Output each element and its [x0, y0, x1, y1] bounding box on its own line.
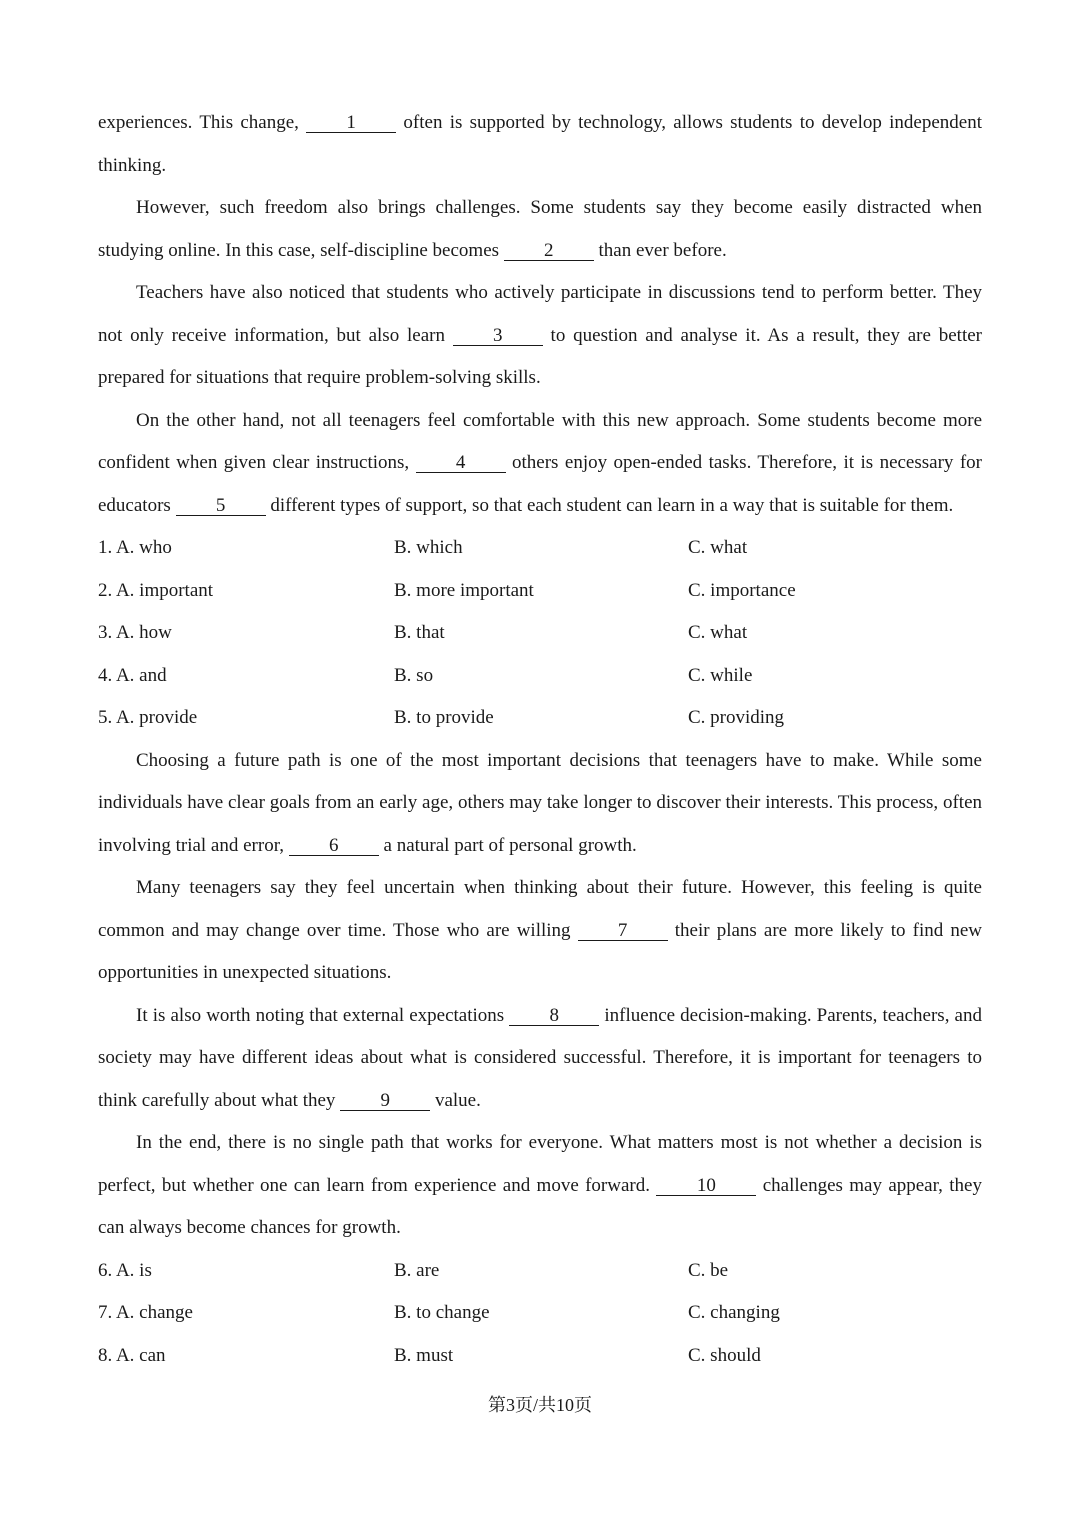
paragraph-text: a natural part of personal growth.: [378, 834, 637, 856]
option-a: 7. A. change: [98, 1302, 193, 1323]
blank-5: 5: [176, 497, 266, 516]
paragraph-text: In the end, there is no single path that works for everyone. What matters most is not whether a decision is perfect, but whether one can learn from experience and move forward.: [98, 1132, 982, 1196]
paragraph-text: It is also worth noting that external expectations: [136, 1004, 510, 1026]
option-c: C. be: [688, 1259, 729, 1281]
option-c: C. what: [688, 622, 748, 643]
option-b: B. to provide: [394, 707, 494, 728]
option-row-6: [98, 1250, 982, 1293]
paragraph-7: [98, 995, 982, 1123]
option-row-7: [98, 1292, 982, 1335]
option-a: 8. A. can: [98, 1344, 166, 1366]
blank-2: 2: [504, 242, 594, 261]
paragraph-6: [98, 867, 982, 995]
option-a: 5. A. provide: [98, 707, 198, 728]
blank-6: 6: [289, 837, 379, 856]
option-b: B. must: [394, 1344, 454, 1366]
option-c: C. providing: [688, 707, 785, 728]
paragraph-text: Many teenagers say they feel uncertain when thinking about their future. However, this feeling is quite common and may change over time. Those who are willing: [98, 877, 982, 941]
option-row-1: [98, 527, 982, 570]
option-row-2: [98, 570, 982, 613]
option-row-8: [98, 1335, 982, 1378]
blank-1: 1: [306, 114, 396, 133]
paragraph-text: often is supported by technology, allows students to develop independent thinking.: [98, 112, 982, 176]
paragraph-text: to question and analyse it. As a result, they are better prepared for situations that require problem-solving skills.: [98, 324, 982, 388]
paragraph-8: [98, 1122, 982, 1250]
option-c: C. what: [688, 537, 748, 558]
paragraph-text: Teachers have also noticed that students who actively participate in discussions tend to perform better. They not only receive information, but also learn: [98, 282, 982, 346]
paragraph-text: challenges may appear, they can always become chances for growth.: [98, 1174, 982, 1238]
option-b: B. which: [394, 537, 463, 558]
page-number-footer: 第3页/共10页: [487, 1395, 592, 1415]
option-b: B. are: [394, 1259, 440, 1281]
paragraph-text: influence decision-making. Parents, teachers, and society may have different ideas about what is considered successful. Therefore, it is important for teenagers to think carefully about what they: [98, 1004, 982, 1111]
option-a: 4. A. and: [98, 664, 167, 686]
paragraph-text: different types of support, so that each student can learn in a way that is suitable for them.: [265, 494, 954, 516]
paragraph-text: value.: [430, 1089, 481, 1111]
paragraph-5: [98, 740, 982, 868]
blank-8: 8: [509, 1007, 599, 1026]
option-c: C. changing: [688, 1302, 780, 1323]
blank-4: 4: [416, 454, 506, 473]
paragraph-2: [98, 187, 982, 272]
option-a: 6. A. is: [98, 1259, 152, 1281]
paragraph-text: than ever before.: [593, 239, 727, 261]
option-a: 2. A. important: [98, 579, 214, 601]
blank-10: 10: [656, 1177, 756, 1196]
option-b: B. that: [394, 622, 445, 643]
blank-7: 7: [578, 922, 668, 941]
option-c: C. should: [688, 1344, 761, 1366]
option-b: B. to change: [394, 1302, 490, 1323]
paragraph-text: On the other hand, not all teenagers feel comfortable with this new approach. Some students become more confident when given clear instructions,: [98, 409, 982, 473]
paragraph-text: Choosing a future path is one of the most important decisions that teenagers have to make. While some individuals have clear goals from an early age, others may take longer to discover their interests. This process, often involving trial and error,: [98, 749, 982, 856]
paragraph-3: [98, 272, 982, 400]
paragraph-text: others enjoy open-ended tasks. Therefore, it is necessary for educators: [98, 452, 982, 516]
option-a: 3. A. how: [98, 622, 172, 643]
paragraph-text: However, such freedom also brings challenges. Some students say they become easily distracted when studying online. In this case, self-discipline becomes: [98, 197, 982, 261]
option-row-5: [98, 697, 982, 740]
paragraph-text: their plans are more likely to find new opportunities in unexpected situations.: [98, 919, 982, 983]
blank-9: 9: [340, 1092, 430, 1111]
option-c: C. while: [688, 664, 753, 686]
option-c: C. importance: [688, 579, 796, 601]
paragraph-text: experiences. This change,: [98, 112, 307, 133]
option-a: 1. A. who: [98, 537, 172, 558]
option-b: B. more important: [394, 579, 534, 601]
blank-3: 3: [453, 327, 543, 346]
option-row-3: [98, 612, 982, 655]
paragraph-4: [98, 400, 982, 528]
paragraph-1: [98, 102, 982, 187]
page-content: [98, 102, 982, 1377]
option-row-4: [98, 655, 982, 698]
option-b: B. so: [394, 664, 434, 686]
